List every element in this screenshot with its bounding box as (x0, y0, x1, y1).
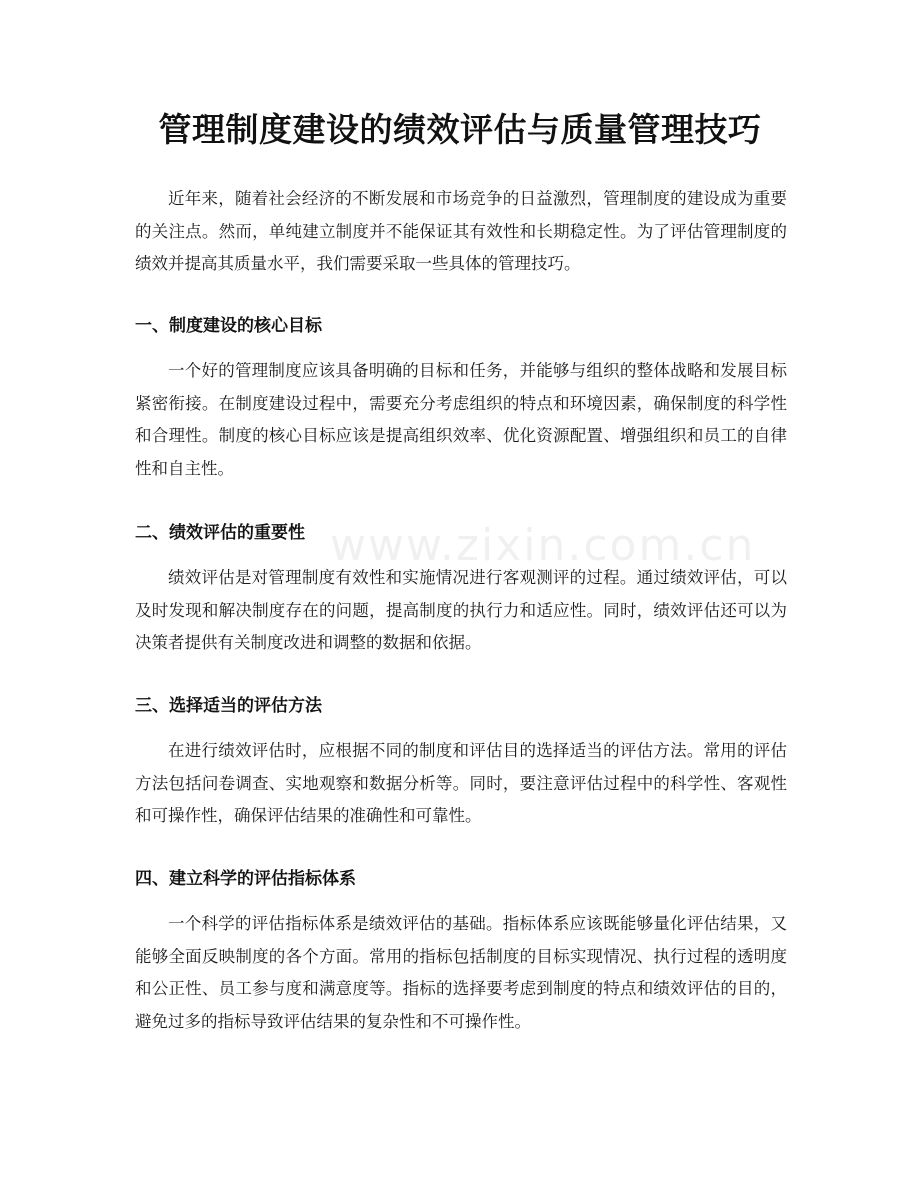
section-body-1: 一个好的管理制度应该具备明确的目标和任务，并能够与组织的整体战略和发展目标紧密衔接。在制度建设过程中，需要充分考虑组织的特点和环境因素，确保制度的科学性和合理性。制度的核心目标应该是提高组织效率、优化资源配置、增强组织和员工的自律性和自主性。 (135, 361, 787, 478)
section-body-2: 绩效评估是对管理制度有效性和实施情况进行客观测评的过程。通过绩效评估，可以及时发现和解决制度存在的问题，提高制度的执行力和适应性。同时，绩效评估还可以为决策者提供有关制度改进和调整的数据和依据。 (135, 568, 787, 652)
section-body-3: 在进行绩效评估时，应根据不同的制度和评估目的选择适当的评估方法。常用的评估方法包括问卷调查、实地观察和数据分析等。同时，要注意评估过程中的科学性、客观性和可操作性，确保评估结果的准确性和可靠性。 (135, 741, 787, 825)
section-heading-4: 四、建立科学的评估指标体系 (135, 869, 356, 889)
document-title: 管理制度建设的绩效评估与质量管理技巧 (158, 110, 762, 149)
section-body-4: 一个科学的评估指标体系是绩效评估的基础。指标体系应该既能够量化评估结果，又能够全面反映制度的各个方面。常用的指标包括制度的目标实现情况、执行过程的透明度和公正性、员工参与度和满意度等。指标的选择要考虑到制度的特点和绩效评估的目的，避免过多的指标导致评估结果的复杂性和不可操作性。 (135, 914, 787, 1031)
section-heading-3: 三、选择适当的评估方法 (135, 696, 322, 716)
section-heading-2: 二、绩效评估的重要性 (135, 523, 305, 543)
section-heading-1: 一、制度建设的核心目标 (135, 316, 322, 336)
intro-paragraph: 近年来，随着社会经济的不断发展和市场竞争的日益激烈，管理制度的建设成为重要的关注点。然而，单纯建立制度并不能保证其有效性和长期稳定性。为了评估管理制度的绩效并提高其质量水平，我们需要采取一些具体的管理技巧。 (135, 189, 787, 273)
watermark: www.zixin.com.cn (330, 520, 756, 571)
